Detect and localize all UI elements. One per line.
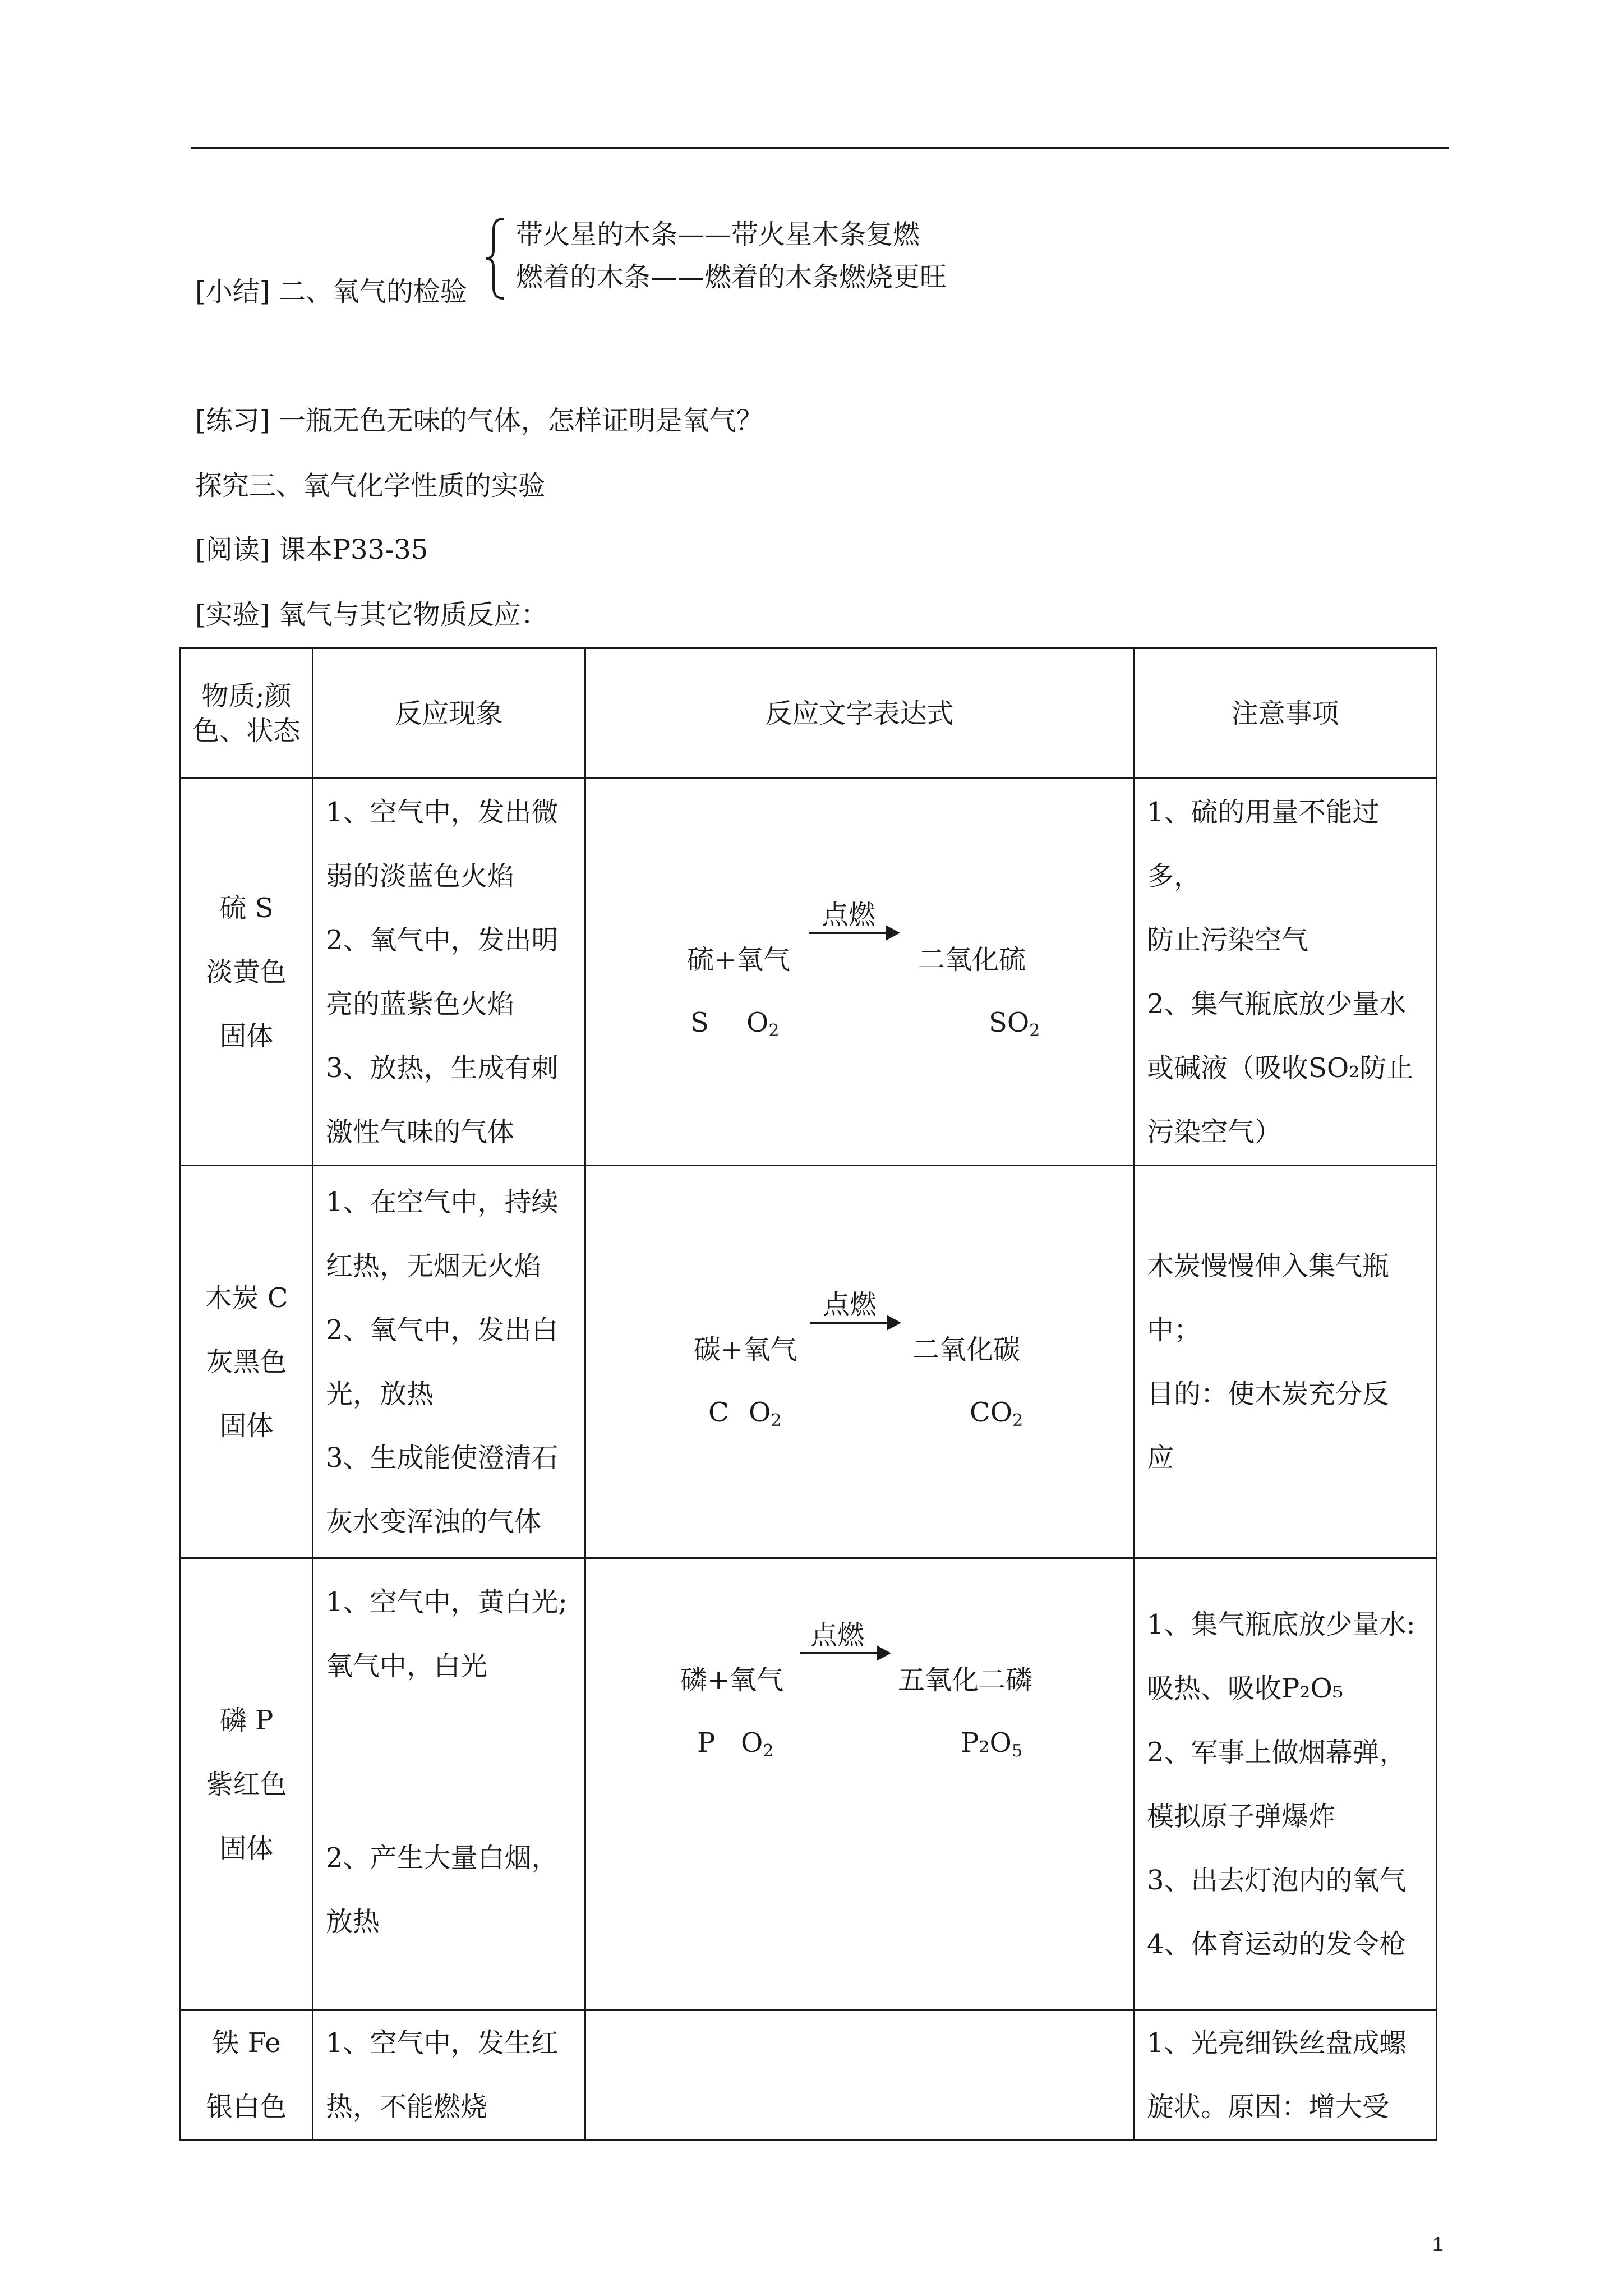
summary-branch-1: 带火星的木条——带火星木条复燃 [516,219,920,250]
formula-reactant-2: $O_2$ [749,1396,782,1430]
equation-cell [585,1166,1134,1558]
formula-product: $CO_2$ [970,1396,1023,1430]
reactants-text: 磷+氧气 [680,1664,784,1696]
product-text: 二氧化硫 [918,944,1026,976]
substance-cell: 硫 S 淡黄色 固体 [181,779,313,1166]
reactants-text: 硫+氧气 [687,944,791,976]
phenomena-cell: 1、空气中，发出微 弱的淡蓝色火焰 2、氧气中，发出明 亮的蓝紫色火焰 3、放热，生成有刺 激性气味的气体 [313,779,585,1166]
formula-product: $P_2O_5$ [961,1727,1022,1761]
formula-reactant-1: P [697,1727,716,1759]
page-number: 1 [1432,2233,1444,2256]
header-phenomena: 反应现象 [313,648,585,779]
phenomena-cell: 1、空气中，黄白光; 氧气中，白光 2、产生大量白烟， 放热 [313,1558,585,2010]
equation-cell [585,779,1134,1166]
substance-cell: 铁 Fe 银白色 [181,2010,313,2140]
notes-cell: 1、硫的用量不能过多， 防止污染空气 2、集气瓶底放少量水 或碱液（吸收SO₂防止 污染空气） [1134,779,1437,1166]
formula-reactant-2: $O_2$ [741,1727,774,1761]
formula-reactant-2: $O_2$ [746,1006,780,1041]
table-header-row [181,648,1437,779]
condition-label: 点燃 [823,1289,877,1320]
reaction-arrow [800,1652,889,1654]
condition-label: 点燃 [822,899,876,931]
summary-branch-2: 燃着的木条——燃着的木条燃烧更旺 [516,261,947,293]
reaction-arrow [810,1322,899,1324]
condition-label: 点燃 [810,1619,865,1651]
header-equation: 反应文字表达式 [585,648,1134,779]
phenomena-cell: 1、在空气中，持续 红热，无烟无火焰 2、氧气中，发出白 光，放热 3、生成能使澄清石 灰水变浑浊的气体 [313,1166,585,1558]
header-rule [191,147,1449,149]
product-text: 二氧化碳 [912,1333,1021,1365]
reading-text: [阅读] 课本P33-35 [195,534,428,565]
brace-icon [483,217,506,301]
substance-cell: 磷 P 紫红色 固体 [181,1558,313,2010]
equation-cell [585,1558,1134,2010]
reaction-table [179,647,1437,2141]
table-row [181,1166,1437,1558]
substance-cell: 木炭 C 灰黑色 固体 [181,1166,313,1558]
table-row [181,1558,1437,2010]
table-row [181,2010,1437,2140]
formula-product: $SO_2$ [989,1006,1040,1041]
product-text: 五氧化二磷 [898,1664,1033,1696]
formula-reactant-1: S [690,1006,709,1038]
equation-cell [585,2010,1134,2140]
reaction-arrow [809,932,898,934]
section-title: 探究三、氧气化学性质的实验 [195,470,546,501]
summary-prefix: [小结] 二、氧气的检验 [195,276,467,307]
phenomena-cell: 1、空气中，发生红 热，不能燃烧 [313,2010,585,2140]
formula-reactant-1: C [708,1396,729,1428]
exercise-text: [练习] 一瓶无色无味的气体，怎样证明是氧气？ [195,405,763,436]
notes-cell: 1、光亮细铁丝盘成螺 旋状。原因：增大受 [1134,2010,1437,2140]
notes-cell: 木炭慢慢伸入集气瓶 中； 目的：使木炭充分反 应 [1134,1166,1437,1558]
reactants-text: 碳+氧气 [694,1333,797,1365]
table-row [181,779,1437,1166]
header-substance: 物质;颜 色、状态 [181,648,313,779]
header-notes: 注意事项 [1134,648,1437,779]
experiment-text: [实验] 氧气与其它物质反应： [195,599,548,631]
notes-cell: 1、集气瓶底放少量水: 吸热、吸收P₂O₅ 2、军事上做烟幕弹， 模拟原子弹爆炸 3、出去灯泡内的氧气 4、体育运动的发令枪 [1134,1558,1437,2010]
